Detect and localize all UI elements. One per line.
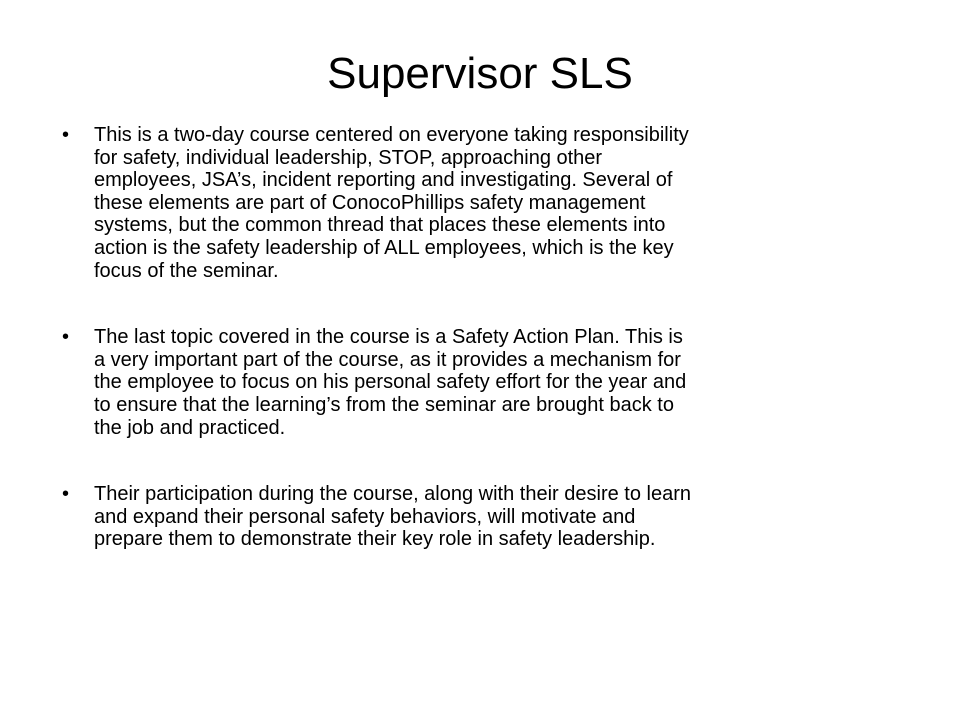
bullet-line: these elements are part of ConocoPhillips safety management	[94, 191, 646, 214]
bullet-line: and expand their personal safety behaviors, will motivate and	[94, 505, 636, 528]
bullet-list	[62, 124, 922, 595]
slide-title: Supervisor SLS	[327, 49, 633, 98]
bullet-line: for safety, individual leadership, STOP, approaching other	[94, 146, 603, 169]
bullet-item-action-plan	[62, 326, 922, 439]
bullet-item-participation	[62, 483, 922, 551]
bullet-line: the employee to focus on his personal safety effort for the year and	[94, 371, 687, 394]
bullet-point-icon: •	[62, 124, 70, 146]
bullet-point-icon: •	[62, 483, 70, 506]
bullet-line: focus of the seminar.	[94, 259, 279, 282]
bullet-line: a very important part of the course, as it provides a mechanism for	[94, 348, 681, 371]
bullet-line: the job and practiced.	[94, 416, 286, 439]
bullet-item-course-overview	[62, 124, 922, 282]
bullet-line: prepare them to demonstrate their key role in safety leadership.	[94, 528, 656, 551]
bullet-point-icon: •	[62, 326, 70, 349]
bullet-line: to ensure that the learning’s from the seminar are brought back to	[94, 393, 674, 416]
bullet-line: employees, JSA’s, incident reporting and investigating. Several of	[94, 169, 673, 192]
bullet-line: The last topic covered in the course is a Safety Action Plan. This is	[94, 326, 683, 349]
bullet-line: action is the safety leadership of ALL employees, which is the key	[94, 236, 674, 259]
bullet-line: systems, but the common thread that places these elements into	[94, 214, 666, 237]
bullet-line: This is a two-day course centered on everyone taking responsibility	[94, 124, 689, 146]
bullet-line: Their participation during the course, along with their desire to learn	[94, 483, 691, 506]
